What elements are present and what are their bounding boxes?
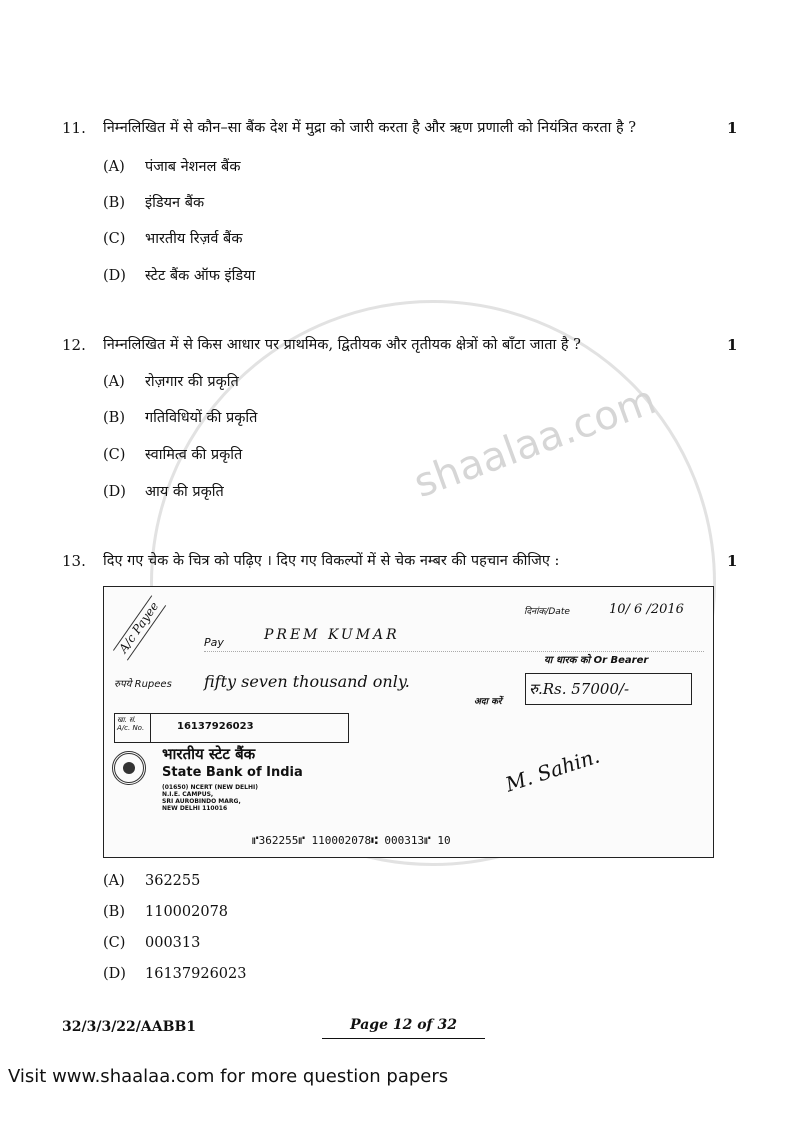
paper-code: 32/3/3/22/AABB1 bbox=[62, 1019, 197, 1035]
branch-address bbox=[162, 784, 258, 812]
option-text: स्वामित्व की प्रकृति bbox=[145, 447, 243, 463]
account-number-box bbox=[114, 713, 349, 743]
option-text: आय की प्रकृति bbox=[145, 484, 224, 500]
cheque-amount-words: fifty seven thousand only. bbox=[204, 672, 410, 691]
promo-text: Visit www.shaalaa.com for more question papers bbox=[8, 1066, 449, 1087]
cheque-pay-label: Pay bbox=[204, 636, 224, 649]
question-number: 13. bbox=[62, 552, 86, 570]
option-text: 110002078 bbox=[145, 904, 229, 920]
option-text: रोज़गार की प्रकृति bbox=[145, 374, 239, 390]
signature: M. Sahin. bbox=[502, 743, 603, 797]
option bbox=[103, 230, 242, 248]
cheque-image bbox=[103, 586, 714, 858]
option-letter: (C) bbox=[103, 935, 126, 951]
option-text: गतिविधियों की प्रकृति bbox=[145, 410, 258, 426]
question-marks: 1 bbox=[727, 336, 738, 354]
option-text: 000313 bbox=[145, 935, 201, 951]
branch-line: SRI AUROBINDO MARG, bbox=[162, 798, 241, 805]
question-marks: 1 bbox=[727, 552, 738, 570]
account-label: खा. सं. A/c. No. bbox=[115, 714, 151, 742]
option-letter: (A) bbox=[103, 159, 125, 175]
option-text: स्टेट बैंक ऑफ इंडिया bbox=[145, 268, 256, 284]
option bbox=[103, 934, 200, 952]
option-letter: (B) bbox=[103, 904, 125, 920]
option bbox=[103, 409, 257, 427]
branch-line: N.I.E. CAMPUS, bbox=[162, 791, 214, 798]
question-number: 12. bbox=[62, 336, 86, 354]
option bbox=[103, 373, 239, 391]
account-number: 16137926023 bbox=[177, 721, 254, 732]
option-text: पंजाब नेशनल बैंक bbox=[145, 159, 241, 175]
option bbox=[103, 483, 224, 501]
option bbox=[103, 965, 246, 983]
cheque-date-label: दिनांक/Date bbox=[524, 607, 570, 617]
page-number: Page 12 of 32 bbox=[322, 1016, 485, 1039]
cheque-rupees-label: रुपये Rupees bbox=[114, 679, 172, 690]
cheque-payee: PREM KUMAR bbox=[264, 627, 400, 643]
watermark-text: shaalaa.com bbox=[408, 377, 662, 507]
cheque-bearer-label: या धारक को Or Bearer bbox=[544, 655, 649, 666]
question-text: निम्नलिखित में से कौन–सा बैंक देश में मुद्रा को जारी करता है और ऋण प्रणाली को नियंत्रित करता है ? bbox=[103, 120, 637, 136]
option-letter: (B) bbox=[103, 195, 125, 211]
option-letter: (D) bbox=[103, 966, 126, 982]
question-text: निम्नलिखित में से किस आधार पर प्राथमिक, द्वितीयक और तृतीयक क्षेत्रों को बाँटा जाता है ? bbox=[103, 337, 581, 353]
cheque-date: 10/ 6 /2016 bbox=[609, 602, 684, 617]
option-letter: (D) bbox=[103, 268, 126, 284]
cheque-crossing: A/c Payee bbox=[113, 595, 166, 660]
bank-name: State Bank of India bbox=[162, 765, 303, 780]
option bbox=[103, 903, 228, 921]
branch-line: NEW DELHI 110016 bbox=[162, 805, 228, 812]
question-text: दिए गए चेक के चित्र को पढ़िए । दिए गए विकल्पों में से चेक नम्बर की पहचान कीजिए : bbox=[103, 553, 560, 569]
question-marks: 1 bbox=[727, 119, 738, 137]
option-text: इंडियन बैंक bbox=[145, 195, 205, 211]
option bbox=[103, 267, 255, 285]
option-letter: (A) bbox=[103, 374, 125, 390]
option-letter: (A) bbox=[103, 873, 125, 889]
micr-line: ⑈362255⑈ 110002078⑆ 000313⑈ 10 bbox=[252, 834, 451, 847]
option-text: भारतीय रिज़र्व बैंक bbox=[145, 231, 243, 247]
cheque-ada-label: अदा करें bbox=[474, 697, 502, 707]
option bbox=[103, 158, 240, 176]
option-letter: (C) bbox=[103, 231, 126, 247]
question-number: 11. bbox=[62, 119, 86, 137]
option-text: 362255 bbox=[145, 873, 201, 889]
cheque-amount-box: रु.Rs. 57000/- bbox=[525, 673, 692, 705]
option bbox=[103, 446, 242, 464]
sbi-logo-icon bbox=[112, 751, 146, 785]
option-text: 16137926023 bbox=[145, 966, 247, 982]
option-letter: (C) bbox=[103, 447, 126, 463]
payee-line bbox=[204, 651, 704, 652]
option-letter: (B) bbox=[103, 410, 125, 426]
option bbox=[103, 194, 204, 212]
option-letter: (D) bbox=[103, 484, 126, 500]
option bbox=[103, 872, 200, 890]
branch-line: (01650) NCERT (NEW DELHI) bbox=[162, 784, 258, 791]
bank-name-hindi: भारतीय स्टेट बैंक bbox=[162, 745, 256, 763]
